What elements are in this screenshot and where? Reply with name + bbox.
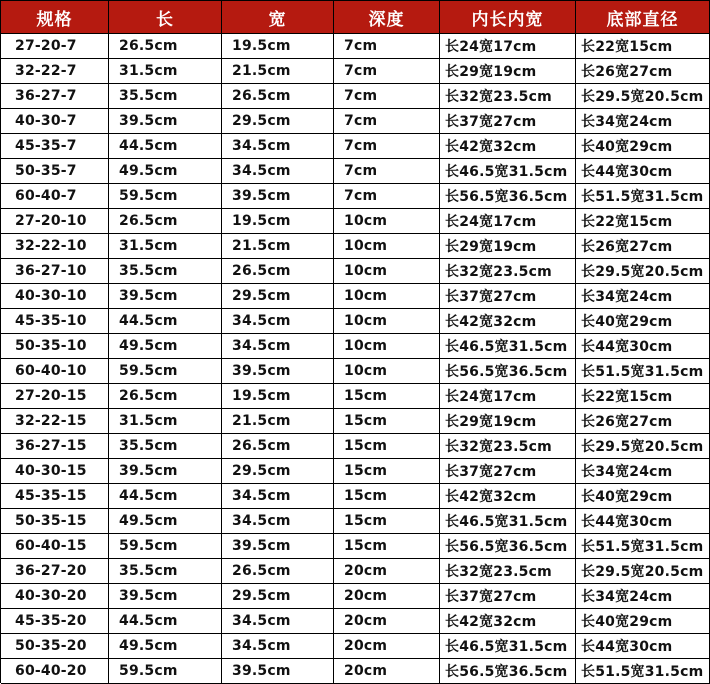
bottom-diameter-cell: 长44宽30cm [576, 334, 710, 358]
depth-cell: 10cm [334, 309, 440, 333]
depth-cell: 7cm [334, 159, 440, 183]
width-cell: 34.5cm [222, 509, 334, 533]
spec-cell: 50-35-7 [1, 159, 109, 183]
bottom-diameter-cell: 长26宽27cm [576, 409, 710, 433]
table-row [1, 34, 710, 59]
depth-cell: 15cm [334, 434, 440, 458]
spec-cell: 27-20-15 [1, 384, 109, 408]
depth-cell: 7cm [334, 184, 440, 208]
spec-cell: 40-30-10 [1, 284, 109, 308]
inner-size-cell: 长32宽23.5cm [440, 434, 576, 458]
inner-size-cell: 长42宽32cm [440, 609, 576, 633]
table-row [1, 609, 710, 634]
length-cell: 35.5cm [109, 259, 222, 283]
table-row [1, 409, 710, 434]
bottom-diameter-cell: 长51.5宽31.5cm [576, 534, 710, 558]
table-row [1, 184, 710, 209]
table-row [1, 634, 710, 659]
header-bottom-diameter: 底部直径 [576, 1, 710, 33]
depth-cell: 7cm [334, 59, 440, 83]
length-cell: 44.5cm [109, 309, 222, 333]
length-cell: 35.5cm [109, 84, 222, 108]
header-inner-size: 内长内宽 [440, 1, 576, 33]
depth-cell: 10cm [334, 334, 440, 358]
bottom-diameter-cell: 长22宽15cm [576, 384, 710, 408]
bottom-diameter-cell: 长29.5宽20.5cm [576, 259, 710, 283]
bottom-diameter-cell: 长44宽30cm [576, 634, 710, 658]
table-row [1, 59, 710, 84]
spec-cell: 32-22-15 [1, 409, 109, 433]
table-row [1, 234, 710, 259]
inner-size-cell: 长29宽19cm [440, 234, 576, 258]
bottom-diameter-cell: 长51.5宽31.5cm [576, 184, 710, 208]
bottom-diameter-cell: 长44宽30cm [576, 159, 710, 183]
table-row [1, 384, 710, 409]
inner-size-cell: 长46.5宽31.5cm [440, 334, 576, 358]
depth-cell: 20cm [334, 584, 440, 608]
spec-cell: 36-27-15 [1, 434, 109, 458]
spec-cell: 36-27-20 [1, 559, 109, 583]
length-cell: 44.5cm [109, 134, 222, 158]
spec-cell: 32-22-7 [1, 59, 109, 83]
length-cell: 35.5cm [109, 434, 222, 458]
length-cell: 44.5cm [109, 609, 222, 633]
table-row [1, 559, 710, 584]
header-length: 长 [109, 1, 222, 33]
bottom-diameter-cell: 长26宽27cm [576, 59, 710, 83]
bottom-diameter-cell: 长34宽24cm [576, 459, 710, 483]
length-cell: 31.5cm [109, 234, 222, 258]
table-row [1, 259, 710, 284]
width-cell: 29.5cm [222, 459, 334, 483]
depth-cell: 20cm [334, 559, 440, 583]
length-cell: 39.5cm [109, 584, 222, 608]
length-cell: 49.5cm [109, 159, 222, 183]
table-row [1, 534, 710, 559]
width-cell: 29.5cm [222, 284, 334, 308]
width-cell: 39.5cm [222, 359, 334, 383]
inner-size-cell: 长37宽27cm [440, 109, 576, 133]
table-row [1, 209, 710, 234]
spec-cell: 45-35-7 [1, 134, 109, 158]
length-cell: 49.5cm [109, 634, 222, 658]
bottom-diameter-cell: 长34宽24cm [576, 284, 710, 308]
table-row [1, 109, 710, 134]
header-depth: 深度 [334, 1, 440, 33]
spec-cell: 27-20-7 [1, 34, 109, 58]
spec-cell: 45-35-10 [1, 309, 109, 333]
inner-size-cell: 长29宽19cm [440, 59, 576, 83]
width-cell: 29.5cm [222, 109, 334, 133]
inner-size-cell: 长42宽32cm [440, 309, 576, 333]
depth-cell: 15cm [334, 484, 440, 508]
spec-cell: 45-35-20 [1, 609, 109, 633]
spec-cell: 36-27-7 [1, 84, 109, 108]
depth-cell: 10cm [334, 234, 440, 258]
width-cell: 34.5cm [222, 484, 334, 508]
bottom-diameter-cell: 长40宽29cm [576, 609, 710, 633]
depth-cell: 20cm [334, 659, 440, 683]
spec-cell: 40-30-7 [1, 109, 109, 133]
width-cell: 34.5cm [222, 609, 334, 633]
spec-cell: 50-35-20 [1, 634, 109, 658]
depth-cell: 7cm [334, 84, 440, 108]
header-width: 宽 [222, 1, 334, 33]
bottom-diameter-cell: 长40宽29cm [576, 134, 710, 158]
length-cell: 31.5cm [109, 409, 222, 433]
bottom-diameter-cell: 长29.5宽20.5cm [576, 434, 710, 458]
width-cell: 26.5cm [222, 84, 334, 108]
length-cell: 26.5cm [109, 209, 222, 233]
spec-cell: 60-40-10 [1, 359, 109, 383]
table-row [1, 459, 710, 484]
depth-cell: 15cm [334, 509, 440, 533]
table-row [1, 584, 710, 609]
width-cell: 21.5cm [222, 59, 334, 83]
length-cell: 39.5cm [109, 459, 222, 483]
spec-cell: 36-27-10 [1, 259, 109, 283]
bottom-diameter-cell: 长44宽30cm [576, 509, 710, 533]
bottom-diameter-cell: 长22宽15cm [576, 209, 710, 233]
depth-cell: 7cm [334, 34, 440, 58]
depth-cell: 10cm [334, 359, 440, 383]
depth-cell: 10cm [334, 209, 440, 233]
spec-cell: 40-30-15 [1, 459, 109, 483]
width-cell: 34.5cm [222, 334, 334, 358]
bottom-diameter-cell: 长40宽29cm [576, 484, 710, 508]
inner-size-cell: 长46.5宽31.5cm [440, 509, 576, 533]
width-cell: 34.5cm [222, 134, 334, 158]
spec-cell: 45-35-15 [1, 484, 109, 508]
depth-cell: 10cm [334, 284, 440, 308]
spec-cell: 50-35-15 [1, 509, 109, 533]
width-cell: 26.5cm [222, 434, 334, 458]
bottom-diameter-cell: 长51.5宽31.5cm [576, 359, 710, 383]
inner-size-cell: 长24宽17cm [440, 209, 576, 233]
width-cell: 19.5cm [222, 34, 334, 58]
inner-size-cell: 长56.5宽36.5cm [440, 659, 576, 683]
spec-cell: 27-20-10 [1, 209, 109, 233]
inner-size-cell: 长29宽19cm [440, 409, 576, 433]
inner-size-cell: 长56.5宽36.5cm [440, 534, 576, 558]
width-cell: 29.5cm [222, 584, 334, 608]
width-cell: 26.5cm [222, 559, 334, 583]
inner-size-cell: 长32宽23.5cm [440, 84, 576, 108]
inner-size-cell: 长46.5宽31.5cm [440, 634, 576, 658]
width-cell: 21.5cm [222, 234, 334, 258]
table-body [1, 34, 710, 684]
bottom-diameter-cell: 长29.5宽20.5cm [576, 84, 710, 108]
table-row [1, 359, 710, 384]
inner-size-cell: 长56.5宽36.5cm [440, 359, 576, 383]
inner-size-cell: 长32宽23.5cm [440, 259, 576, 283]
depth-cell: 15cm [334, 409, 440, 433]
length-cell: 59.5cm [109, 184, 222, 208]
width-cell: 21.5cm [222, 409, 334, 433]
length-cell: 49.5cm [109, 509, 222, 533]
width-cell: 19.5cm [222, 209, 334, 233]
spec-cell: 60-40-15 [1, 534, 109, 558]
width-cell: 26.5cm [222, 259, 334, 283]
table-row [1, 509, 710, 534]
table-row [1, 284, 710, 309]
bottom-diameter-cell: 长29.5宽20.5cm [576, 559, 710, 583]
length-cell: 39.5cm [109, 109, 222, 133]
table-row [1, 134, 710, 159]
table-row [1, 434, 710, 459]
spec-cell: 60-40-20 [1, 659, 109, 683]
inner-size-cell: 长42宽32cm [440, 134, 576, 158]
inner-size-cell: 长46.5宽31.5cm [440, 159, 576, 183]
spec-cell: 60-40-7 [1, 184, 109, 208]
bottom-diameter-cell: 长34宽24cm [576, 584, 710, 608]
inner-size-cell: 长37宽27cm [440, 584, 576, 608]
length-cell: 26.5cm [109, 34, 222, 58]
length-cell: 39.5cm [109, 284, 222, 308]
length-cell: 59.5cm [109, 534, 222, 558]
table-row [1, 159, 710, 184]
spec-cell: 32-22-10 [1, 234, 109, 258]
length-cell: 59.5cm [109, 359, 222, 383]
length-cell: 31.5cm [109, 59, 222, 83]
width-cell: 39.5cm [222, 659, 334, 683]
bottom-diameter-cell: 长34宽24cm [576, 109, 710, 133]
table-row [1, 334, 710, 359]
inner-size-cell: 长37宽27cm [440, 284, 576, 308]
table-row [1, 484, 710, 509]
spec-cell: 50-35-10 [1, 334, 109, 358]
inner-size-cell: 长32宽23.5cm [440, 559, 576, 583]
depth-cell: 10cm [334, 259, 440, 283]
width-cell: 34.5cm [222, 309, 334, 333]
bottom-diameter-cell: 长26宽27cm [576, 234, 710, 258]
bottom-diameter-cell: 长51.5宽31.5cm [576, 659, 710, 683]
depth-cell: 15cm [334, 534, 440, 558]
depth-cell: 15cm [334, 384, 440, 408]
table-row [1, 84, 710, 109]
inner-size-cell: 长37宽27cm [440, 459, 576, 483]
depth-cell: 20cm [334, 634, 440, 658]
length-cell: 26.5cm [109, 384, 222, 408]
depth-cell: 20cm [334, 609, 440, 633]
inner-size-cell: 长56.5宽36.5cm [440, 184, 576, 208]
depth-cell: 7cm [334, 109, 440, 133]
depth-cell: 15cm [334, 459, 440, 483]
width-cell: 39.5cm [222, 534, 334, 558]
depth-cell: 7cm [334, 134, 440, 158]
length-cell: 59.5cm [109, 659, 222, 683]
header-spec: 规格 [1, 1, 109, 33]
bottom-diameter-cell: 长22宽15cm [576, 34, 710, 58]
length-cell: 44.5cm [109, 484, 222, 508]
inner-size-cell: 长24宽17cm [440, 34, 576, 58]
length-cell: 35.5cm [109, 559, 222, 583]
width-cell: 19.5cm [222, 384, 334, 408]
inner-size-cell: 长24宽17cm [440, 384, 576, 408]
width-cell: 34.5cm [222, 634, 334, 658]
width-cell: 34.5cm [222, 159, 334, 183]
bottom-diameter-cell: 长40宽29cm [576, 309, 710, 333]
header-row [1, 1, 710, 34]
width-cell: 39.5cm [222, 184, 334, 208]
spec-cell: 40-30-20 [1, 584, 109, 608]
inner-size-cell: 长42宽32cm [440, 484, 576, 508]
table-row [1, 659, 710, 684]
table-row [1, 309, 710, 334]
length-cell: 49.5cm [109, 334, 222, 358]
